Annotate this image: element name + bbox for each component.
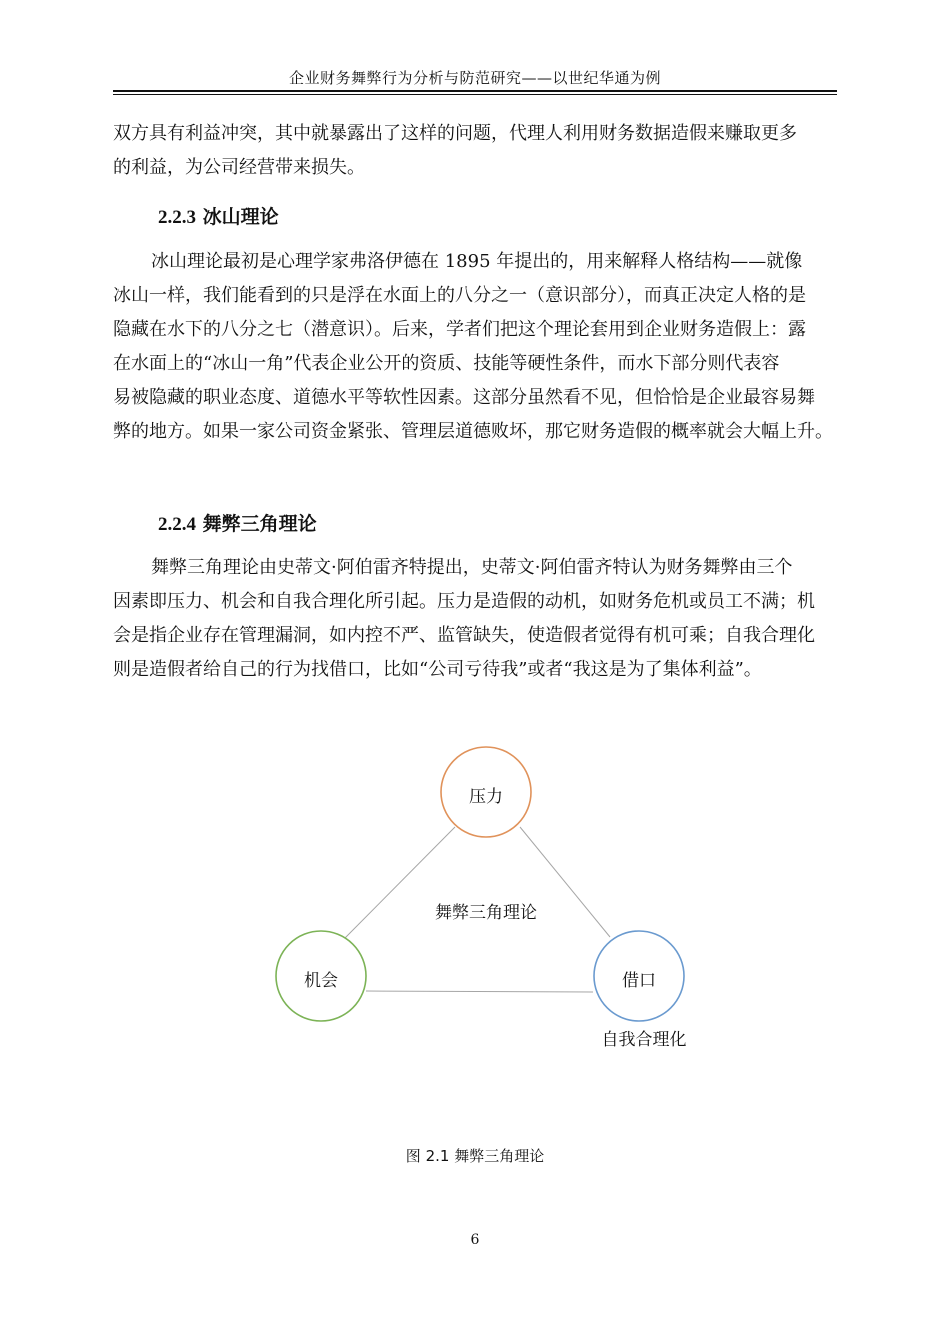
page-number: 6 [470,1232,480,1248]
text-line: 双方具有利益冲突，其中就暴露出了这样的问题，代理人利用财务数据造假来赚取更多 [113,123,797,144]
edge-opportunity-excuse [366,991,593,992]
text-line: 舞弊三角理论由史蒂文·阿伯雷齐特提出，史蒂文·阿伯雷齐特认为财务舞弊由三个 [151,557,793,578]
section-number: 2.2.3 [158,207,196,228]
running-header: 企业财务舞弊行为分析与防范研究——以世纪华通为例 [288,69,661,87]
section-heading-2-2-3 [158,202,279,229]
text-line: 隐藏在水下的八分之七（潜意识）。后来，学者们把这个理论套用到企业财务造假上：露 [113,319,806,340]
section-title: 舞弊三角理论 [202,513,317,535]
excuse-label: 借口 [622,971,656,991]
text-line: 会是指企业存在管理漏洞，如内控不严、监管缺失，使造假者觉得有机可乘；自我合理化 [113,625,815,646]
figure-caption: 图 2.1 舞弊三角理论 [405,1147,545,1165]
iceberg-theory-paragraph [113,245,837,449]
section-title: 冰山理论 [202,206,279,228]
text-line: 的利益，为公司经营带来损失。 [113,157,365,178]
header-rule-thick [113,90,837,92]
fraud-triangle-diagram [250,735,700,1065]
text-line: 因素即压力、机会和自我合理化所引起。压力是造假的动机，如财务危机或员工不满；机 [113,591,815,612]
pressure-label: 压力 [469,787,503,807]
header-rule-thin [113,94,837,95]
text-line: 弊的地方。如果一家公司资金紧张、管理层道德败坏，那它财务造假的概率就会大幅上升。 [113,421,833,442]
section-number: 2.2.4 [158,514,196,535]
opportunity-label: 机会 [304,971,338,991]
excuse-sublabel: 自我合理化 [601,1030,687,1050]
section-heading-2-2-4 [158,509,317,536]
intro-paragraph [113,117,837,185]
diagram-center-label: 舞弊三角理论 [435,903,537,923]
fraud-triangle-paragraph [113,551,837,687]
text-line: 易被隐藏的职业态度、道德水平等软性因素。这部分虽然看不见，但恰恰是企业最容易舞 [113,387,815,408]
text-line: 在水面上的“冰山一角”代表企业公开的资质、技能等硬性条件，而水下部分则代表容 [113,353,780,374]
text-line: 冰山一样，我们能看到的只是浮在水面上的八分之一（意识部分），而真正决定人格的是 [113,285,806,306]
text-line: 则是造假者给自己的行为找借口，比如“公司亏待我”或者“我这是为了集体利益”。 [113,659,762,680]
text-line: 冰山理论最初是心理学家弗洛伊德在 1895 年提出的，用来解释人格结构——就像 [151,251,803,272]
